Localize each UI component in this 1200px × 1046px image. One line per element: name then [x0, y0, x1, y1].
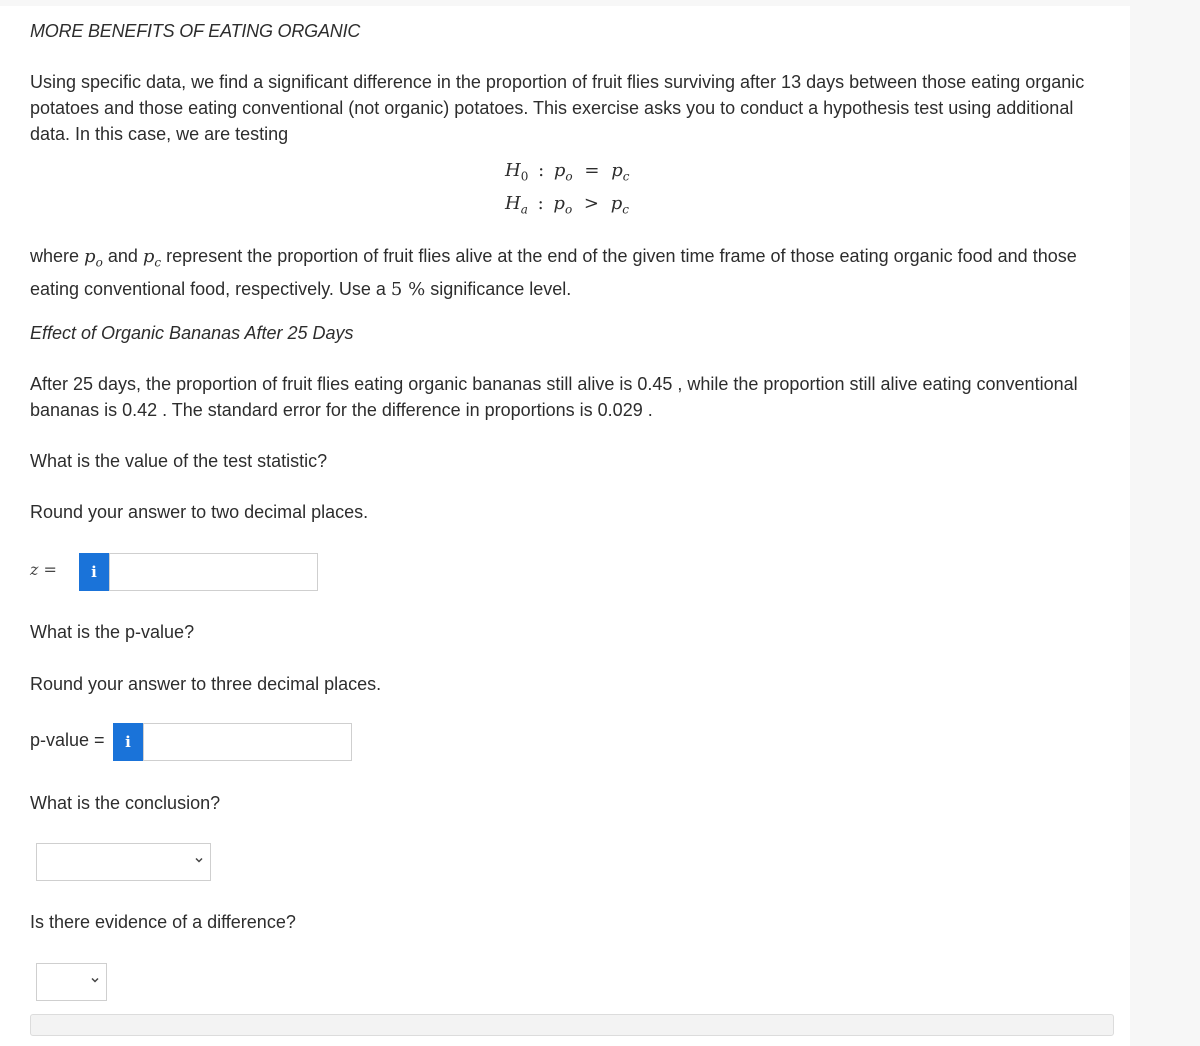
page-title: MORE BENEFITS OF EATING ORGANIC: [30, 21, 361, 41]
question-conclusion: What is the conclusion?: [30, 793, 221, 813]
z-answer-input[interactable]: [109, 553, 318, 591]
chevron-down-icon: [194, 855, 204, 865]
rounding-instruction-1: Round your answer to two decimal places.: [30, 502, 369, 522]
definition-line-2: eating conventional food, respectively. Use a 5 % significance level.: [30, 278, 572, 300]
p-value-label: p-value =: [30, 730, 105, 750]
info-icon[interactable]: i: [113, 723, 143, 761]
scenario-line-2: bananas is 0.42 . The standard error for the difference in proportions is 0.029 .: [30, 400, 653, 420]
question-p-value: What is the p-value?: [30, 622, 195, 642]
null-hypothesis: $H_0$ : $p_o = p_c$: [505, 160, 630, 184]
significance-level: 5 %: [390, 278, 426, 300]
chevron-down-icon: [90, 975, 100, 985]
rounding-instruction-2: Round your answer to three decimal places.: [30, 674, 382, 694]
intro-paragraph: [30, 69, 1084, 147]
scenario-paragraph: [30, 371, 1078, 423]
intro-line-2: potatoes and those eating conventional (not organic) potatoes. This exercise asks you to conduct a hypothesis test using additional: [30, 98, 1074, 118]
bottom-panel: [30, 1014, 1114, 1036]
alternative-hypothesis: $H_a$ : $p_o > p_c$: [505, 193, 629, 217]
definition-paragraph: [30, 243, 1077, 303]
p-value-answer-input[interactable]: [143, 723, 352, 761]
question-evidence: Is there evidence of a difference?: [30, 912, 296, 932]
evidence-dropdown[interactable]: [36, 963, 107, 1001]
info-icon[interactable]: i: [79, 553, 109, 591]
conclusion-dropdown[interactable]: [36, 843, 211, 881]
definition-line-1: where $p_o$ and $p_c$ represent the proportion of fruit flies alive at the end of the given time frame of those eating organic food and those: [30, 246, 1077, 270]
scenario-line-1: After 25 days, the proportion of fruit flies eating organic bananas still alive is 0.45 , while the proportion still alive eating conventional: [30, 374, 1078, 394]
intro-line-1: Using specific data, we find a significant difference in the proportion of fruit flies surviving after 13 days between those eating organic: [30, 72, 1085, 92]
section-heading: Effect of Organic Bananas After 25 Days: [30, 323, 354, 343]
question-test-statistic: What is the value of the test statistic?: [30, 451, 328, 471]
z-label: z =: [30, 560, 57, 579]
intro-line-3: data. In this case, we are testing: [30, 124, 289, 144]
